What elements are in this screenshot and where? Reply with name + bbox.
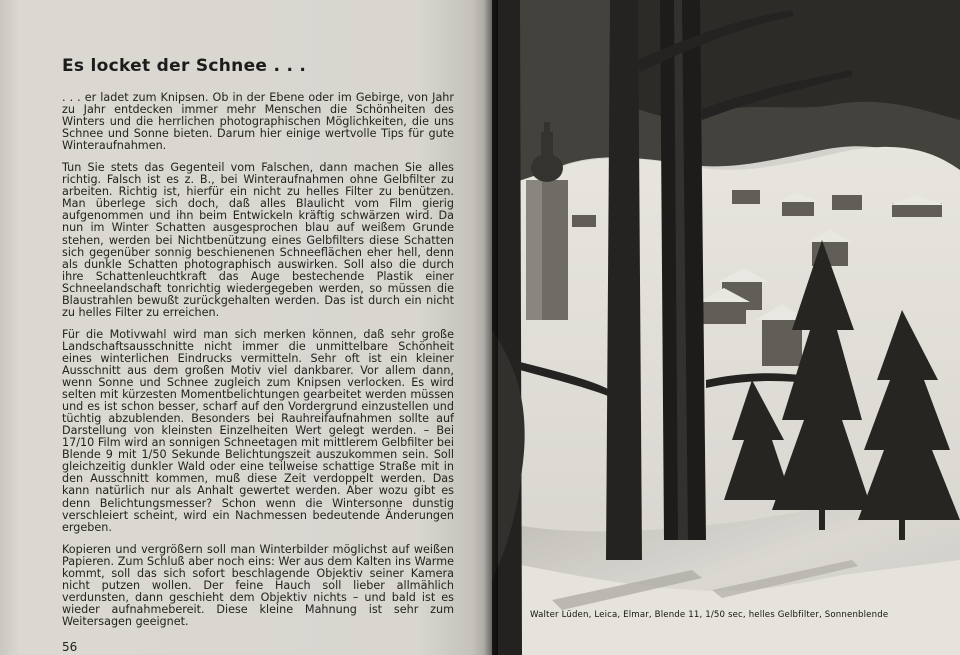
page-number: 56 — [62, 640, 78, 654]
paragraph-motivwahl: Für die Motivwahl wird man sich merken können, daß sehr große Landschaftsausschnitte nicht immer die unmittelbare Schönheit eines winterlichen Eindrucks vermitteln. Sehr oft ist ein kleiner Ausschnitt aus dem großen Motiv viel dankbarer. Vor allem dann, wenn Sonne und Schnee zugleich zum Knipsen verlocken. Es wird selten mit kürzesten Momentbelichtungen gearbeitet werden müssen und es ist schon besser, scharf auf den Vordergrund einzustellen und tüchtig abzublenden. Besonders bei Rauhreifaufnahmen sollte auf Darstellung von kleinsten Einzelheiten Wert gelegt werden. – Bei 17/10 Film wird an sonnigen Schneetagen mit mittlerem Gelbfilter bei Blende 9 mit 1/50 Sekunde Belichtungszeit auszukommen sein. Soll gleichzeitig dunkler Wald oder eine teilweise schattige Straße mit in den Ausschnitt kommen, muß diese Zeit verdoppelt werden. Das kann natürlich nur als Anhalt gewertet werden. Aber wozu gibt es denn Belichtungsmesser? Schon wenn die Wintersonne dunstig verschleiert scheint, wird ein Nachmessen bedeutende Änderungen ergeben. — [62, 327, 454, 534]
paragraph-gelbfilter: Tun Sie stets das Gegenteil vom Falschen, dann machen Sie alles richtig. Falsch ist es z. B., bei Winteraufnahmen ohne Gelbfilter zu arbeiten. Richtig ist, hierfür ein nicht zu helles Filter zu benützen. Man überlege sich doch, daß alles Blaulicht vom Film gierig aufgenommen und ihn beim Entwickeln kräftig schwärzen wird. Da nun im Winter Schatten ausgesprochen blau auf weißem Grunde stehen, werden bei Nichtbenützung eines Gelbfilters diese Schatten sich gegenüber sonnig beschienenen Schneeflächen eher hell, denn als dunkle Schatten photographisch auswirken. Soll also die durch ihre Schattenleuchtkraft das Auge bestechende Plastik einer Schneelandschaft tonrichtig wiedergegeben werden, so müssen die Blaustrahlen bewußt zurückgehalten werden. Das ist durch ein nicht zu helles Filter zu erreichen. — [62, 161, 454, 319]
right-page — [492, 0, 960, 655]
article-heading: Es locket der Schnee . . . — [62, 56, 307, 76]
paragraph-intro: . . . er ladet zum Knipsen. Ob in der Ebene oder im Gebirge, von Jahr zu Jahr entdecken immer mehr Menschen die Schönheiten des Winters und die herrlichen photographischen Möglichkeiten, die uns Schnee und Sonne bieten. Darum hier einige wertvolle Tips für gute Winteraufnahmen. — [62, 91, 454, 153]
photo-caption: Walter Lüden, Leica, Elmar, Blende 11, 1/50 sec, helles Gelbfilter, Sonnenblende — [530, 610, 889, 620]
book-gutter — [484, 0, 498, 655]
winter-village-photo — [492, 0, 960, 655]
article-body — [62, 92, 454, 638]
paragraph-kopieren: Kopieren und vergrößern soll man Winterbilder möglichst auf weißen Papieren. Zum Schluß aber noch eins: Wer aus dem Kalten ins Warme kommt, soll das sich sofort beschlagende Objektiv seiner Kamera nicht putzen wollen. Der feine Hauch soll lieber allmählich verdunsten, dann geschieht dem Objektiv nichts – und bald ist es wieder aufnahmebereit. Diese kleine Mahnung ist sehr zum Weitersagen geeignet. — [62, 542, 454, 628]
